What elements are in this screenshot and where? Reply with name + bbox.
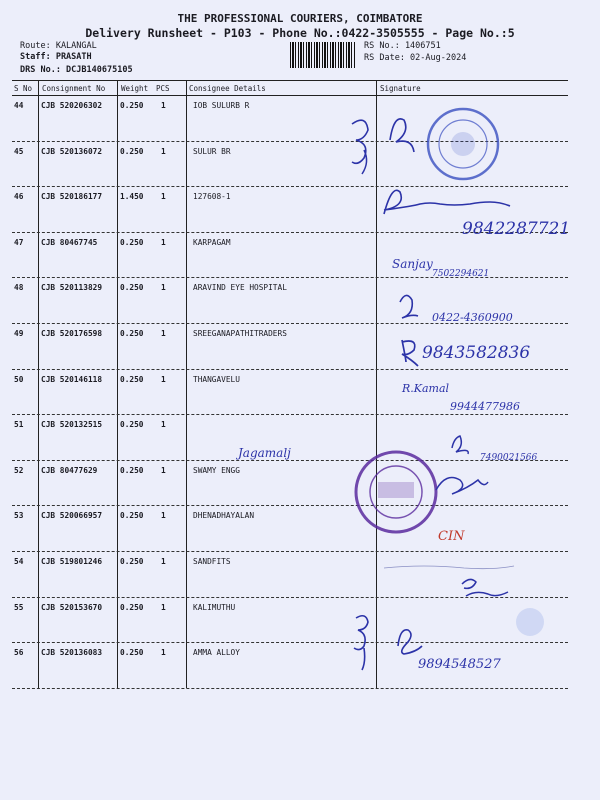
ink-smudge	[516, 608, 544, 636]
col-header-weight: Weight	[121, 84, 149, 93]
row-pcs: 1	[161, 101, 166, 110]
row-consignee: SULUR BR	[193, 146, 231, 156]
row-consignment-no: CJB 520136072	[41, 146, 103, 156]
rs-number: RS No.: 1406751	[364, 41, 441, 51]
row-consignee: 127608-1	[193, 192, 231, 202]
rs-date: RS Date: 02-Aug-2024	[364, 53, 467, 63]
faint-mark-54	[384, 566, 514, 569]
signature-55	[354, 616, 368, 670]
name-50: R.Kamal	[402, 382, 450, 395]
row-weight: 0.250	[120, 146, 144, 156]
row-pcs: 1	[161, 237, 166, 247]
row-weight: 0.250	[120, 420, 144, 430]
row-sno: 51	[14, 420, 24, 430]
row-pcs: 1	[161, 602, 166, 612]
row-weight: 0.250	[120, 329, 144, 338]
row-weight: 0.250	[120, 557, 144, 566]
row-pcs: 1	[161, 511, 166, 521]
phone-49: 9843582836	[422, 343, 531, 363]
row-pcs: 1	[161, 146, 166, 156]
row-sno: 55	[14, 602, 24, 612]
row-consignment-no: CJB 520132515	[41, 420, 103, 430]
phone-48: 0422-4360900	[432, 311, 513, 324]
signature-49	[402, 340, 418, 366]
row-sno: 53	[14, 511, 24, 521]
row-consignee: AMMA ALLOY	[193, 648, 240, 658]
signature-54	[462, 579, 508, 596]
row-sno: 44	[14, 101, 24, 110]
row-consignment-no: CJB 520066957	[41, 511, 103, 521]
row-consignment-no: CJB 520186177	[41, 192, 103, 202]
row-consignee: DHENADHAYALAN	[193, 511, 255, 521]
row-weight: 0.250	[120, 374, 144, 384]
row-consignee: THANGAVELU	[193, 374, 240, 384]
row-consignment-no: CJB 520113829	[41, 283, 103, 293]
phone-50: 9944477986	[450, 400, 520, 413]
signature-51	[452, 436, 468, 454]
phone-56: 9894548527	[418, 657, 501, 672]
signature-44b	[390, 119, 414, 152]
name-47: Sanjay	[392, 257, 433, 271]
staff-label: Staff: PRASATH	[20, 52, 92, 62]
row-consignment-no: CJB 519801246	[41, 557, 103, 566]
phone-47: 7502294621	[432, 269, 490, 279]
col-header-signature: Signature	[380, 84, 421, 93]
row-pcs: 1	[161, 648, 166, 658]
row-sno: 50	[14, 374, 24, 384]
row-weight: 0.250	[120, 237, 144, 247]
row-weight: 0.250	[120, 465, 144, 475]
row-pcs: 1	[161, 329, 166, 338]
row-sno: 46	[14, 192, 24, 202]
row-consignee: IOB SULURB R	[193, 101, 250, 110]
route-label: Route: KALANGAL	[20, 41, 97, 51]
row-sno: 52	[14, 465, 24, 475]
drs-number: DRS No.: DCJB140675105	[20, 65, 133, 75]
row-sno: 56	[14, 648, 24, 658]
row-sno: 45	[14, 146, 24, 156]
row-weight: 0.250	[120, 511, 144, 521]
col-header-consignment: Consignment No	[42, 84, 106, 93]
row-pcs: 1	[161, 465, 166, 475]
row-consignee: KALIMUTHU	[193, 602, 236, 612]
row-pcs: 1	[161, 557, 166, 566]
row-pcs: 1	[161, 192, 166, 202]
row-sno: 48	[14, 283, 24, 293]
row-consignment-no: CJB 80477629	[41, 465, 98, 475]
row-consignee: ARAVIND EYE HOSPITAL	[193, 283, 287, 293]
row-consignment-no: CJB 520206302	[41, 101, 103, 110]
row-weight: 0.250	[120, 101, 144, 110]
row-consignment-no: CJB 520153670	[41, 602, 103, 612]
phone-51: 7490021566	[480, 453, 538, 463]
row-pcs: 1	[161, 420, 166, 430]
row-sno: 47	[14, 237, 24, 247]
row-weight: 0.250	[120, 648, 144, 658]
name-51: Jagamalj	[238, 446, 291, 460]
mark-53: CIN	[438, 529, 465, 544]
company-title: THE PROFESSIONAL COURIERS, COIMBATORE	[177, 12, 423, 25]
row-consignment-no: CJB 520146118	[41, 374, 103, 384]
row-weight: 0.250	[120, 283, 144, 293]
row-consignee: KARPAGAM	[193, 237, 231, 247]
row-sno: 54	[14, 557, 24, 566]
runsheet-subtitle: Delivery Runsheet - P103 - Phone No.:0422-3505555 - Page No.:5	[85, 26, 515, 40]
signature-56	[398, 630, 422, 654]
row-weight: 0.250	[120, 602, 144, 612]
signature-48	[400, 295, 418, 318]
row-consignment-no: CJB 80467745	[41, 237, 98, 247]
phone-46: 9842287721	[462, 219, 571, 239]
company-stamp	[356, 452, 436, 532]
row-consignment-no: CJB 520176598	[41, 329, 103, 338]
row-consignment-no: CJB 520136083	[41, 648, 103, 658]
bank-stamp	[428, 109, 498, 179]
col-header-pcs: PCS	[156, 84, 170, 93]
col-header-sno: S No	[14, 84, 33, 93]
signature-52	[436, 478, 488, 494]
row-pcs: 1	[161, 283, 166, 293]
row-sno: 49	[14, 329, 24, 338]
row-consignee: SWAMY ENGG	[193, 465, 240, 475]
signature-45	[362, 150, 367, 174]
row-consignee: SANDFITS	[193, 557, 231, 566]
row-consignee: SREEGANAPATHITRADERS	[193, 329, 287, 338]
col-header-consignee: Consignee Details	[189, 84, 266, 93]
signature-46	[384, 190, 510, 214]
row-weight: 1.450	[120, 192, 144, 202]
row-pcs: 1	[161, 374, 166, 384]
